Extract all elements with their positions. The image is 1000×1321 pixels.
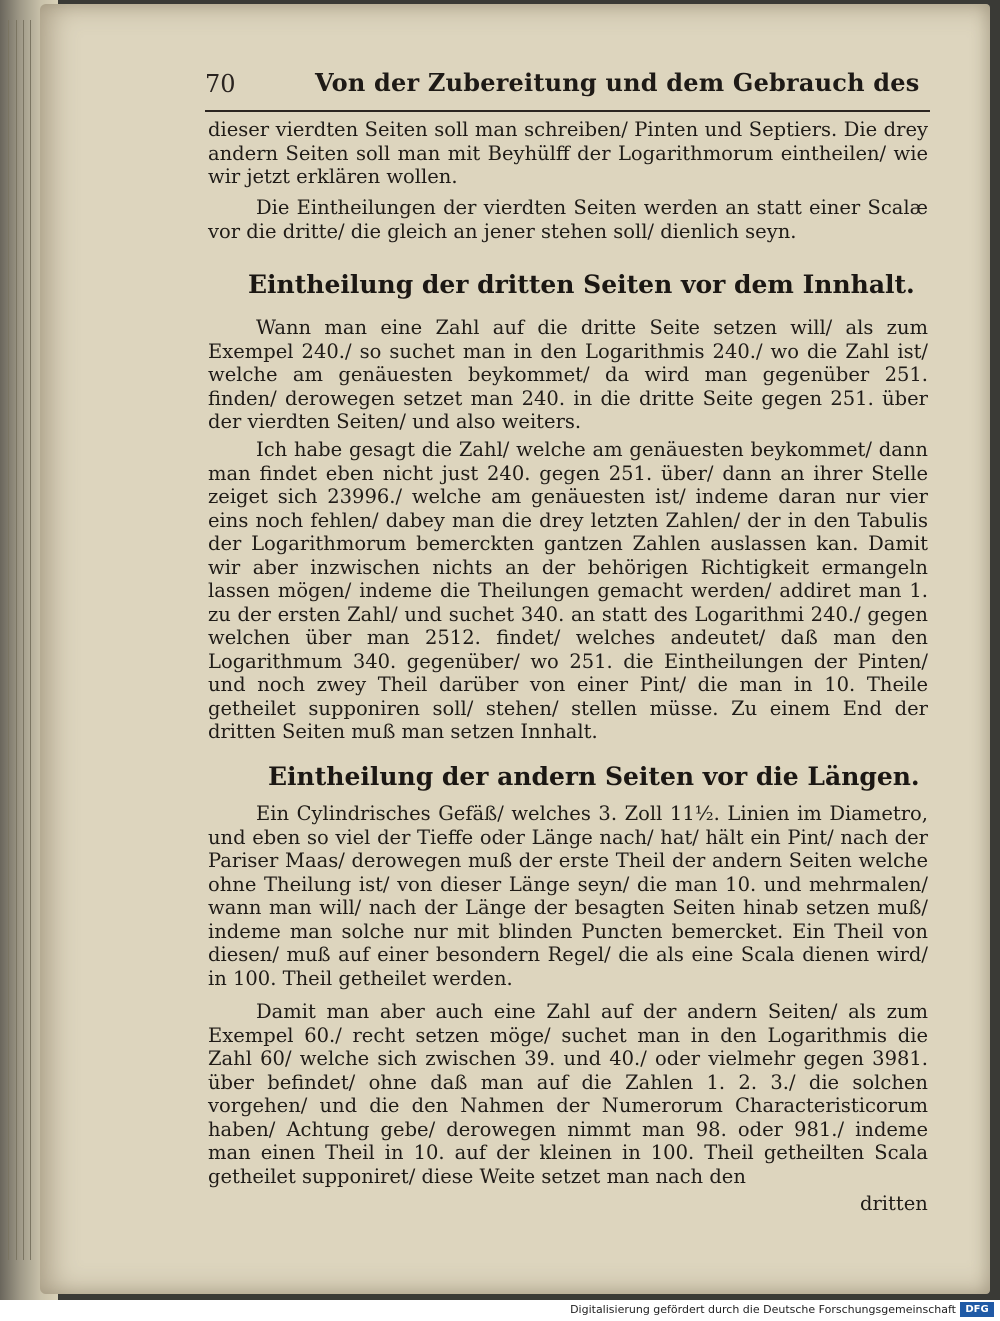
section1-paragraph-1: Wann man eine Zahl auf die dritte Seite setzen will/ als zum Exempel 240./ so suchet man in den Logarithmis 240./ wo die Zahl ist/ welche am genäuesten beykommet/ da wird man gegenüber 251. finden/ derowegen setzet man 240. in die dritte Seite gegen 251. über der vierdten Seiten/ und also weiters. (208, 316, 928, 433)
page-edge-line (30, 20, 31, 1260)
digitization-credit: Digitalisierung gefördert durch die Deutsche Forschungsgemeinschaft (570, 1303, 956, 1316)
paragraph-intro: dieser vierdten Seiten soll man schreiben/ Pinten und Septiers. Die drey andern Seiten soll man mit Beyhülff der Logarithmorum eintheilen/ wie wir jetzt erklären wollen. (208, 118, 928, 188)
header-rule (205, 110, 930, 112)
dfg-logo: DFG (960, 1302, 994, 1317)
page-edge-line (23, 20, 24, 1260)
running-title: Von der Zubereitung und dem Gebrauch des (315, 68, 920, 97)
section-heading-inhalt: Eintheilung der dritten Seiten vor dem Innhalt. (248, 270, 915, 299)
page-number: 70 (205, 70, 236, 98)
section2-paragraph-2: Damit man aber auch eine Zahl auf der andern Seiten/ als zum Exempel 60./ recht setzen möge/ suchet man in den Logarithmis die Zahl 60/ welche sich zwischen 39. und 40./ oder vielmehr gegen 3981. über befindet/ ohne daß man auf die Zahlen 1. 2. 3./ die solchen vorgehen/ und die den Nahmen der Numerorum Characteristicorum haben/ Achtung gebe/ derowegen nimmt man 98. oder 981./ indeme man einen Theil in 10. auf der kleinen in 100. Theil getheilten Scala getheilet supponiret/ diese Weite setzet man nach den (208, 1000, 928, 1188)
paragraph-scale: Die Eintheilungen der vierdten Seiten werden an statt einer Scalæ vor die dritte/ die gleich an jener stehen soll/ dienlich seyn. (208, 196, 928, 243)
catchword: dritten (860, 1192, 928, 1215)
section-heading-laengen: Eintheilung der andern Seiten vor die Längen. (268, 762, 920, 791)
page-edge-line (16, 20, 17, 1260)
running-head (205, 68, 940, 108)
section1-paragraph-2: Ich habe gesagt die Zahl/ welche am genäuesten beykommet/ dann man findet eben nicht just 240. gegen 251. über/ dann an ihrer Stelle zeiget sich 23996./ welche am genäuesten ist/ indeme daran nur vier eins noch fehlen/ dabey man die drey letzten Zahlen/ der in den Tabulis der Logarithmorum bemerckten gantzen Zahlen auslassen kan. Damit wir aber inzwischen nichts an der behörigen Richtigkeit ermangeln lassen mögen/ indeme die Theilungen gemacht werden/ addiret man 1. zu der ersten Zahl/ und suchet 340. an statt des Logarithmi 240./ gegen welchen über man 2512. findet/ welches andeutet/ daß man den Logarithmum 340. gegenüber/ wo 251. die Eintheilungen der Pinten/ und noch zwey Theil darüber von einer Pint/ die man in 10. Theile getheilet supponiren soll/ stehen/ stellen müsse. Zu einem End der dritten Seiten muß man setzen Innhalt. (208, 438, 928, 743)
section2-paragraph-1: Ein Cylindrisches Gefäß/ welches 3. Zoll 11½. Linien im Diametro, und eben so viel der Tieffe oder Länge nach/ hat/ hält ein Pint/ nach der Pariser Maas/ derowegen muß der erste Theil der andern Seiten welche ohne Theilung ist/ von dieser Länge seyn/ die man 10. und mehrmalen/ wann man will/ nach der Länge der besagten Seiten hinab setzen muß/ indeme man solche nur mit blinden Puncten bemercket. Ein Theil von diesen/ muß auf einer besondern Regel/ die als eine Scala dienen wird/ in 100. Theil getheilet werden. (208, 802, 928, 990)
page-edge-line (8, 20, 9, 1260)
